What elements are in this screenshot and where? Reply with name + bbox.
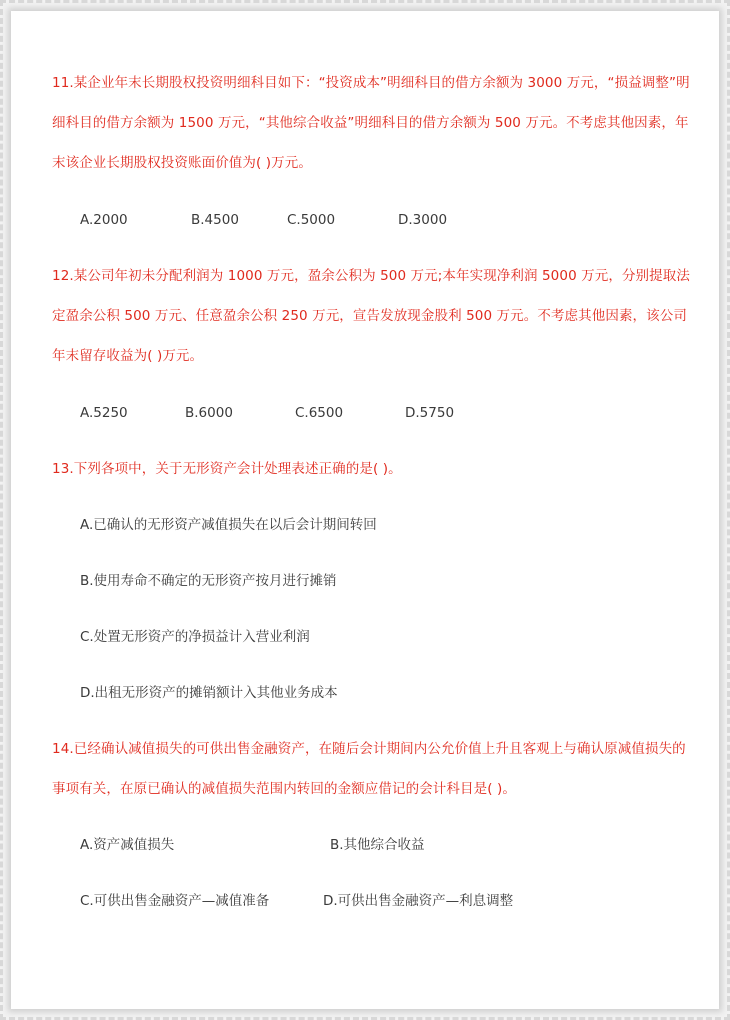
question-14-option-b: B.其他综合收益 <box>330 837 425 853</box>
question-12-option-d: D.5750 <box>405 405 455 421</box>
question-13-option-b: B.使用寿命不确定的无形资产按月进行摊销 <box>80 573 337 589</box>
question-12-option-c: C.6500 <box>295 405 344 421</box>
question-11-option-a: A.2000 <box>80 212 128 228</box>
question-14-stem: 14.已经确认减值损失的可供出售金融资产，在随后会计期间内公允价值上升且客观上与确认原减值损失的事项有关，在原已确认的减值损失范围内转回的金额应借记的会计科目是( )。 <box>52 741 686 797</box>
question-13-option-c: C.处置无形资产的净损益计入营业利润 <box>80 629 310 645</box>
question-14-option-d: D.可供出售金融资产—利息调整 <box>323 893 514 909</box>
question-13-option-d: D.出租无形资产的摊销额计入其他业务成本 <box>80 685 338 701</box>
question-11-option-d: D.3000 <box>398 212 448 228</box>
question-13-option-a: A.已确认的无形资产减值损失在以后会计期间转回 <box>80 517 377 533</box>
question-12-option-b: B.6000 <box>185 405 233 421</box>
question-14-option-c: C.可供出售金融资产—减值准备 <box>80 893 270 909</box>
question-14-option-a: A.资产减值损失 <box>80 837 175 853</box>
question-12-option-a: A.5250 <box>80 405 128 421</box>
question-11-option-c: C.5000 <box>287 212 336 228</box>
question-11-option-b: B.4500 <box>191 212 239 228</box>
question-12-stem: 12.某公司年初未分配利润为 1000 万元，盈余公积为 500 万元;本年实现净利润 5000 万元，分别提取法定盈余公积 500 万元、任意盈余公积 250 万元，宣告发放现金股利 500 万元。不考虑其他因素，该公司年末留存收益为( )万元。 <box>52 268 690 364</box>
question-11-stem: 11.某企业年末长期股权投资明细科目如下：“投资成本”明细科目的借方余额为 3000 万元，“损益调整”明细科目的借方余额为 1500 万元，“其他综合收益”明细科目的借方余额为 500 万元。不考虑其他因素，年末该企业长期股权投资账面价值为( )万元。 <box>52 75 690 171</box>
question-13-stem: 13.下列各项中，关于无形资产会计处理表述正确的是( )。 <box>52 461 402 477</box>
